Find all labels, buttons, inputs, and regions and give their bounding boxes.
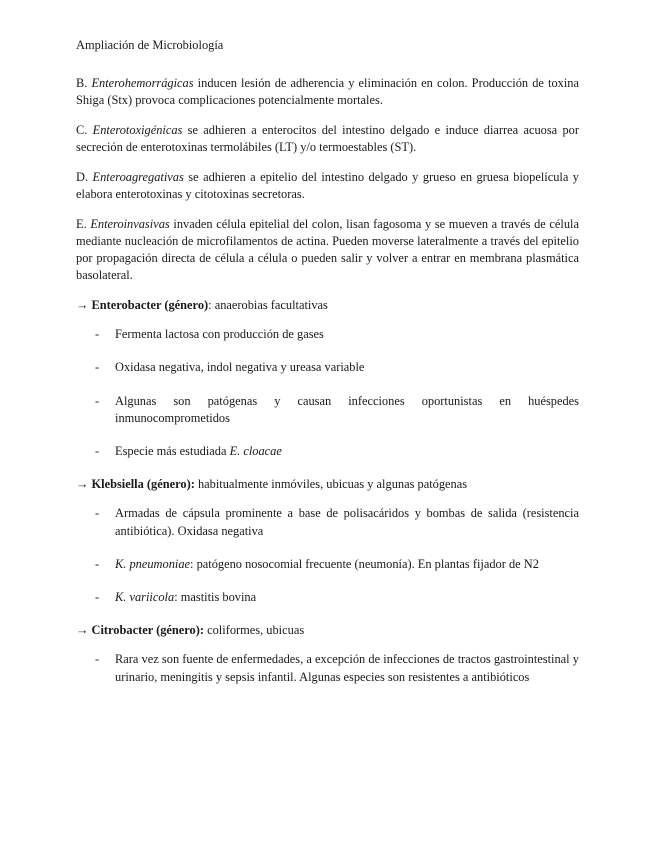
paragraph-prefix: D. [76,169,93,184]
paragraph-text: inducen lesión de adherencia y eliminación en colon. Producción de toxina Shiga (Stx) provoca complicaciones potencialmente mortales. [76,76,579,108]
arrow-symbol: → [76,477,92,492]
list-item [76,556,579,573]
bullet-dash: - [95,393,100,408]
section-heading: Citrobacter (género): [91,623,205,638]
bullet-dash: - [95,444,100,459]
species-name: K. variicola [115,590,175,605]
list-item-text: Algunas son patógenas y causan infecciones oportunistas en huéspedes inmunocomprometidos [115,393,579,425]
document-body [76,75,579,702]
klebsiella-list [76,505,579,606]
arrow-symbol: → [76,298,92,313]
list-item [76,326,579,343]
page-header: Ampliación de Microbiología [76,38,224,52]
section-citrobacter [76,622,579,639]
section-klebsiella [76,476,579,493]
bullet-dash: - [95,652,100,667]
paragraph-enteroinvasivas [76,216,579,285]
list-item [76,651,579,685]
arrow-symbol: → [76,623,92,638]
section-heading: Enterobacter (género) [91,298,209,313]
paragraph-term: Enterohemorrágicas [91,76,194,90]
paragraph-enterotoxigenicas [76,122,579,156]
list-item-text: Armadas de cápsula prominente a base de polisacáridos y bombas de salida (resistencia antibiótica). Oxidasa negativa [115,506,579,538]
paragraph-prefix: B. [76,76,92,90]
paragraph-term: Enterotoxigénicas [92,122,183,137]
bullet-dash: - [95,556,100,571]
list-item-text: : mastitis bovina [174,590,257,605]
section-enterobacter [76,297,579,314]
paragraph-term: Enteroinvasivas [90,216,170,231]
list-item [76,359,579,376]
section-description: coliformes, ubicuas [204,623,305,638]
paragraph-text: invaden célula epitelial del colon, lisan fagosoma y se mueven a través de célula mediante nucleación de microfilamentos de actina. Pueden moverse lateralmente a través del epitelio por propagación directa de célula a célula o pueden salir y volver a entrar en membrana plasmática basolateral. [76,216,580,283]
list-item [76,443,579,460]
bullet-dash: - [95,506,100,521]
bullet-dash: - [95,360,100,375]
species-name: E. cloacae [229,444,282,459]
paragraph-text: se adhieren a epitelio del intestino delgado y grueso en gruesa biopelícula y elabora enterotoxinas y citotoxinas secretoras. [76,169,579,202]
list-item [76,393,579,427]
section-description: : anaerobias facultativas [208,298,328,313]
citrobacter-list [76,651,579,685]
paragraph-enterohemorragicas [76,75,579,109]
paragraph-text: se adhieren a enterocitos del intestino delgado e induce diarrea acuosa por secreción de enterotoxinas termolábiles (LT) y/o termoestables (ST). [76,122,579,155]
list-item [76,589,579,606]
bullet-dash: - [95,327,100,342]
section-heading: Klebsiella (género): [91,477,195,492]
paragraph-prefix: C. [76,122,93,137]
list-item [76,505,579,539]
species-name: K. pneumoniae [115,556,191,571]
list-item-text: Oxidasa negativa, indol negativa y ureasa variable [115,360,365,375]
list-item-text: Rara vez son fuente de enfermedades, a excepción de infecciones de tractos gastrointestinal y urinario, meningitis y sepsis infantil. Algunas especies son resistentes a antibióticos [115,652,579,684]
paragraph-prefix: E. [76,216,91,231]
bullet-dash: - [95,590,100,605]
paragraph-enteroagregativas [76,169,579,203]
section-description: habitualmente inmóviles, ubicuas y algunas patógenas [194,477,468,492]
list-item-text: Fermenta lactosa con producción de gases [115,327,324,342]
enterobacter-list [76,326,579,460]
list-item-text: : patógeno nosocomial frecuente (neumonía). En plantas fijador de N2 [190,556,539,571]
paragraph-term: Enteroagregativas [92,169,184,184]
list-item-text: Especie más estudiada [115,444,230,459]
